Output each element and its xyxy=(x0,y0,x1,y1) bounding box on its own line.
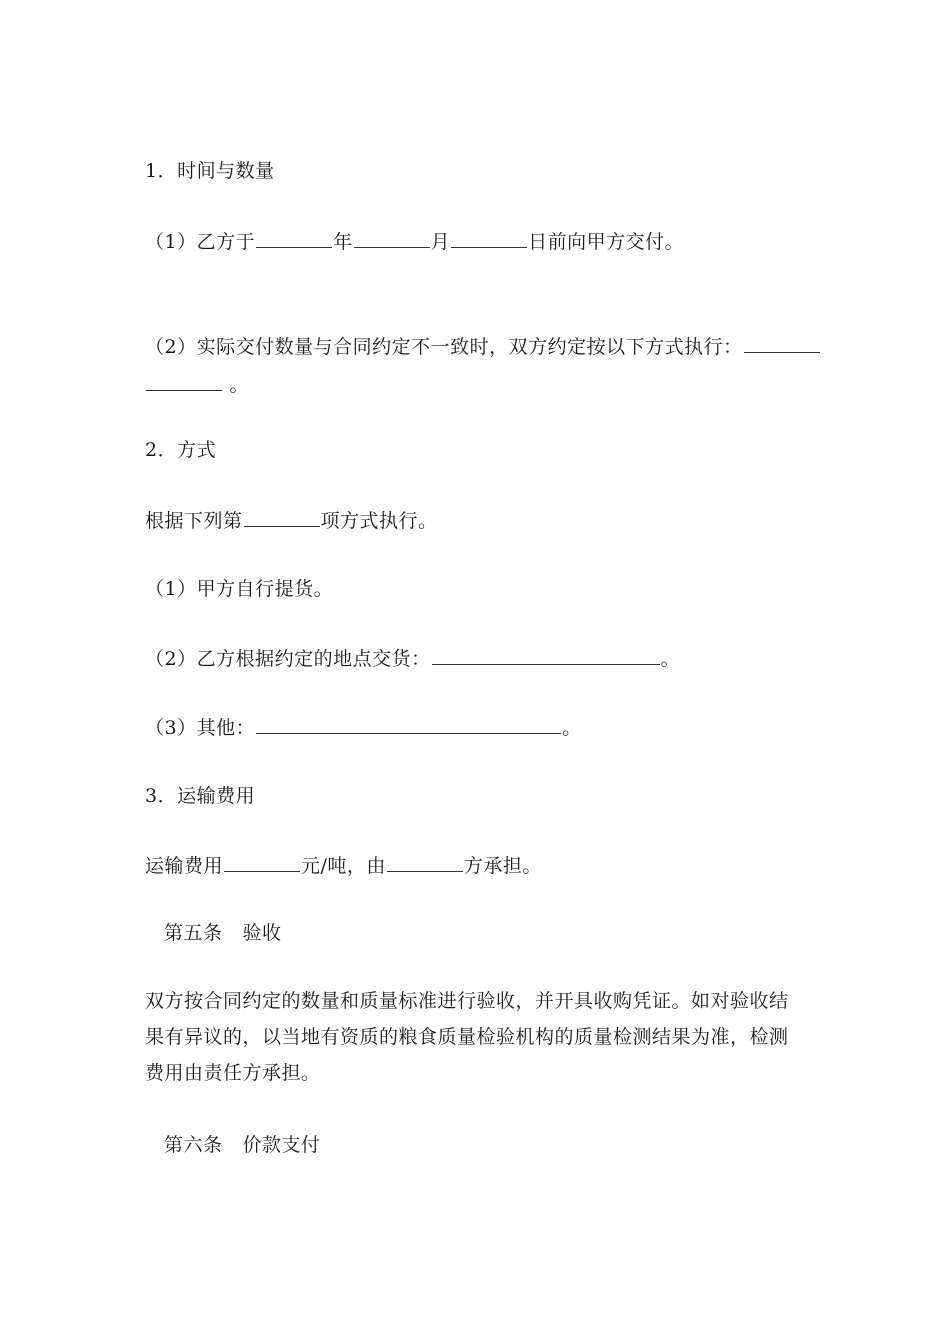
mismatch-end: 。 xyxy=(223,374,250,396)
year-label: 年 xyxy=(333,231,353,253)
option-self-pickup: （1）甲方自行提货。 xyxy=(145,578,334,600)
delivery-location-blank[interactable] xyxy=(432,646,660,665)
option-other-suffix: 。 xyxy=(562,717,582,739)
method-number-blank[interactable] xyxy=(244,508,320,527)
transport-cost-line xyxy=(145,853,542,878)
transport-cost-suffix: 方承担。 xyxy=(463,855,542,877)
option-delivery-prefix: （2）乙方根据约定的地点交货： xyxy=(145,648,431,670)
method-intro-suffix: 项方式执行。 xyxy=(320,510,438,532)
article-6-number: 第六条 xyxy=(164,1134,223,1156)
delivery-date-suffix: 日前向甲方交付。 xyxy=(528,231,685,253)
article-5-name: 验收 xyxy=(242,922,282,944)
article-6-name: 价款支付 xyxy=(242,1134,321,1156)
article-5-title xyxy=(164,921,282,945)
option-delivery-suffix: 。 xyxy=(660,648,681,670)
quantity-mismatch-text: （2）实际交付数量与合同约定不一致时，双方约定按以下方式执行： xyxy=(145,336,743,358)
option-other-prefix: （3）其他： xyxy=(145,717,256,739)
delivery-date-line xyxy=(145,229,684,254)
section-heading-transport-cost: 3．运输费用 xyxy=(145,785,256,807)
method-intro-prefix: 根据下列第 xyxy=(145,510,243,532)
section-heading-method: 2．方式 xyxy=(145,439,217,461)
month-blank[interactable] xyxy=(354,229,430,248)
cost-party-blank[interactable] xyxy=(387,853,463,872)
day-blank[interactable] xyxy=(451,229,527,248)
quantity-mismatch-line-2 xyxy=(145,372,249,397)
year-blank[interactable] xyxy=(256,229,332,248)
other-method-blank[interactable] xyxy=(256,715,561,734)
cost-per-ton-blank[interactable] xyxy=(224,853,300,872)
option-delivery-location xyxy=(145,646,680,671)
article-5-body: 双方按合同约定的数量和质量标准进行验收，并开具收购凭证。如对验收结果有异议的，以当地有资质的粮食质量检验机构的质量检测结果为准，检测费用由责任方承担。 xyxy=(145,990,789,1084)
transport-cost-prefix: 运输费用 xyxy=(145,855,224,877)
mismatch-method-blank-1[interactable] xyxy=(744,334,820,353)
transport-cost-mid: 元/吨，由 xyxy=(301,855,386,877)
method-intro-line xyxy=(145,508,438,533)
delivery-date-prefix: （1）乙方于 xyxy=(145,231,256,253)
quantity-mismatch-line xyxy=(145,334,821,359)
month-label: 月 xyxy=(430,231,451,253)
option-other xyxy=(145,715,582,740)
article-6-title xyxy=(164,1133,321,1157)
article-5-number: 第五条 xyxy=(164,922,223,944)
section-heading-time-quantity: 1．时间与数量 xyxy=(145,160,275,182)
mismatch-method-blank-2[interactable] xyxy=(146,372,222,391)
